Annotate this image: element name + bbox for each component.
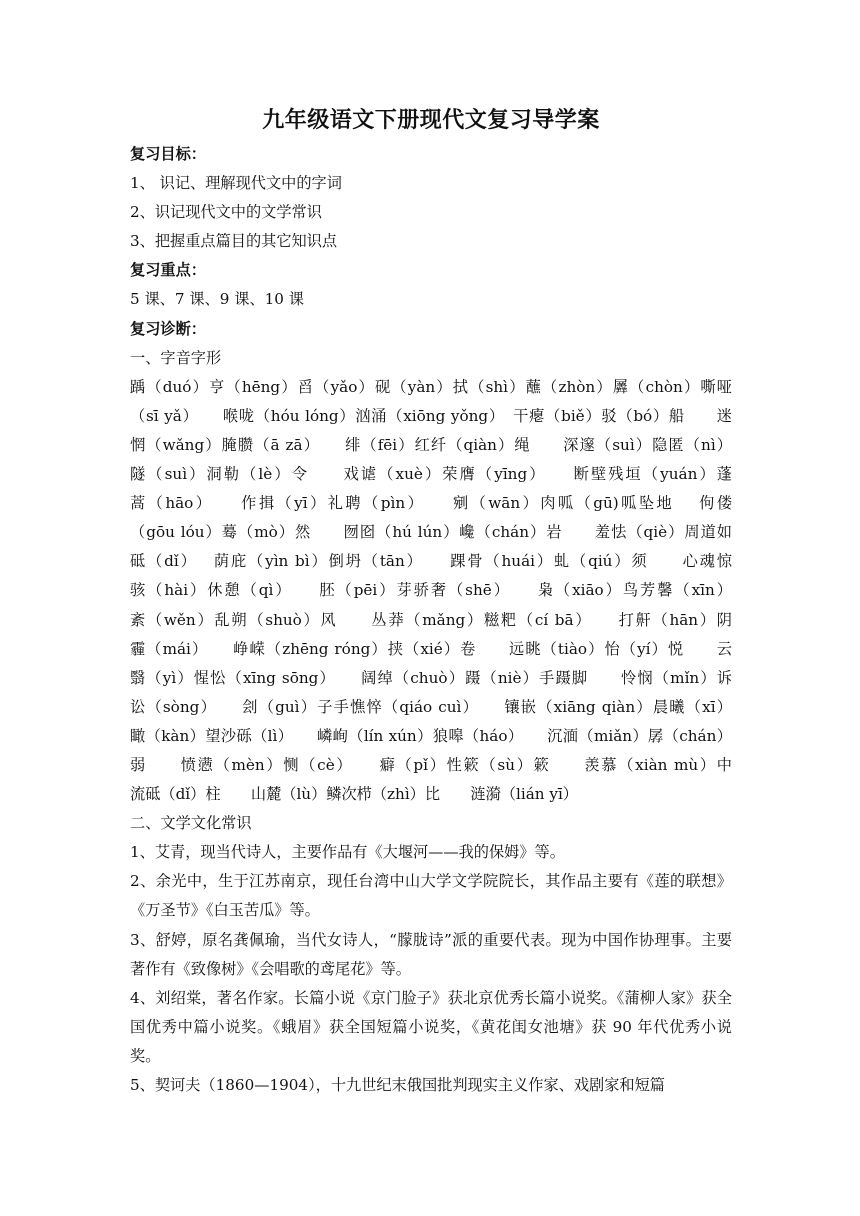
pronunciation-line: 流砥（dǐ）柱 山麓（lù）鳞次栉（zhì）比 涟漪（lián yī） xyxy=(130,785,578,804)
pronunciation-line: 霾（mái） 峥嵘（zhēng róng）挟（xié）卷 远眺（tiào）怡（yí）悦 云 xyxy=(130,639,732,658)
literature-item: 1、艾青，现当代诗人，主要作品有《大堰河——我的保姆》等。 xyxy=(130,843,565,862)
pronunciation-line: 讼（sòng） 刽（guì）子手憔悴（qiáo cuì） 镶嵌（xiāng qiàn）晨曦（xī） xyxy=(130,697,732,716)
pronunciation-line: 瞰（kàn）望沙砾（lì） 嶙峋（lín xún）狼嗥（háo） 沉湎（miǎn）孱（chán） xyxy=(130,726,732,745)
pronunciation-line: （sī yǎ） 喉咙（hóu lóng）汹涌（xiōng yǒng） 干瘪（biě）驳（bó）船 迷 xyxy=(130,406,732,425)
pronunciation-line: （gōu lóu）蓦（mò）然 囫囵（hú lún）巉（chán）岩 羞怯（qiè）周道如 xyxy=(130,523,732,542)
objective-item: 1、 识记、理解现代文中的字词 xyxy=(130,174,342,193)
page-title: 九年级语文下册现代文复习导学案 xyxy=(262,107,600,133)
document-page xyxy=(130,100,732,1100)
objective-item: 2、识记现代文中的文学常识 xyxy=(130,203,322,222)
literature-item: 3、舒婷，原名龚佩瑜，当代女诗人，“朦胧诗”派的重要代表。现为中国作协理事。主要著作有《致像树》《会唱歌的鸢尾花》等。 xyxy=(130,930,732,978)
pronunciation-list xyxy=(130,373,732,809)
pronunciation-line: 隧（suì）洞勒（lè）令 戏谑（xuè）荣膺（yīng） 断壁残垣（yuán）蓬 xyxy=(130,465,732,484)
section-heading-pronunciation: 一、字音字形 xyxy=(130,348,222,367)
literature-item: 5、契诃夫（1860—1904），十九世纪末俄国批判现实主义作家、戏剧家和短篇 xyxy=(130,1076,665,1094)
objective-item: 3、把握重点篇目的其它知识点 xyxy=(130,232,338,251)
pronunciation-line: 踽（duó）亨（hēng）舀（yǎo）砚（yàn）拭（shì）蘸（zhòn）羼（chòn）嘶哑 xyxy=(130,377,732,396)
objectives-section xyxy=(130,140,732,256)
section-heading-literature: 二、文学文化常识 xyxy=(130,814,252,833)
pronunciation-line: 弱 愤懑（mèn）恻（cè） 癖（pǐ）性簌（sù）簌 羡慕（xiàn mù）中 xyxy=(130,755,732,774)
pronunciation-line: 蒿（hāo） 作揖（yī）礼聘（pìn） 剜（wān）肉呱（gū)呱坠地 佝偻 xyxy=(130,494,732,513)
literature-list xyxy=(130,838,732,1100)
diagnosis-heading: 复习诊断： xyxy=(130,319,206,338)
literature-item: 2、余光中，生于江苏南京，现任台湾中山大学文学院院长，其作品主要有《莲的联想》《万圣节》《白玉苦瓜》等。 xyxy=(130,872,732,920)
literature-item: 4、刘绍棠，著名作家。长篇小说《京门脸子》获北京优秀长篇小说奖。《蒲柳人家》获全国优秀中篇小说奖。《蛾眉》获全国短篇小说奖，《黄花闺女池塘》获 90 年代优秀小说奖。 xyxy=(130,988,732,1065)
pronunciation-line: 骇（hài）休憩（qì） 胚（pēi）芽骄奢（shē） 枭（xiāo）鸟芳馨（xīn） xyxy=(130,581,732,600)
focus-text: 5 课、7 课、9 课、10 课 xyxy=(130,290,304,309)
pronunciation-line: 紊（wěn）乱朔（shuò）风 丛莽（mǎng）糍粑（cí bā） 打鼾（hān）阴 xyxy=(130,610,732,629)
pronunciation-line: 砥（dǐ） 荫庇（yìn bì）倒坍（tān） 踝骨（huái）虬（qiú）须 心魂惊 xyxy=(130,552,732,571)
focus-section xyxy=(130,256,732,314)
objectives-heading: 复习目标： xyxy=(130,145,206,163)
pronunciation-line: 翳（yì）惺忪（xīng sōng） 阔绰（chuò）蹑（niè）手蹑脚 怜悯（mǐn）诉 xyxy=(130,668,732,687)
focus-heading: 复习重点： xyxy=(130,261,206,280)
pronunciation-line: 惘（wǎng）腌臜（ā zā） 绯（fēi）红纤（qiàn）绳 深邃（suì）隐匿（nì） xyxy=(130,435,732,454)
diagnosis-section xyxy=(130,315,732,1101)
